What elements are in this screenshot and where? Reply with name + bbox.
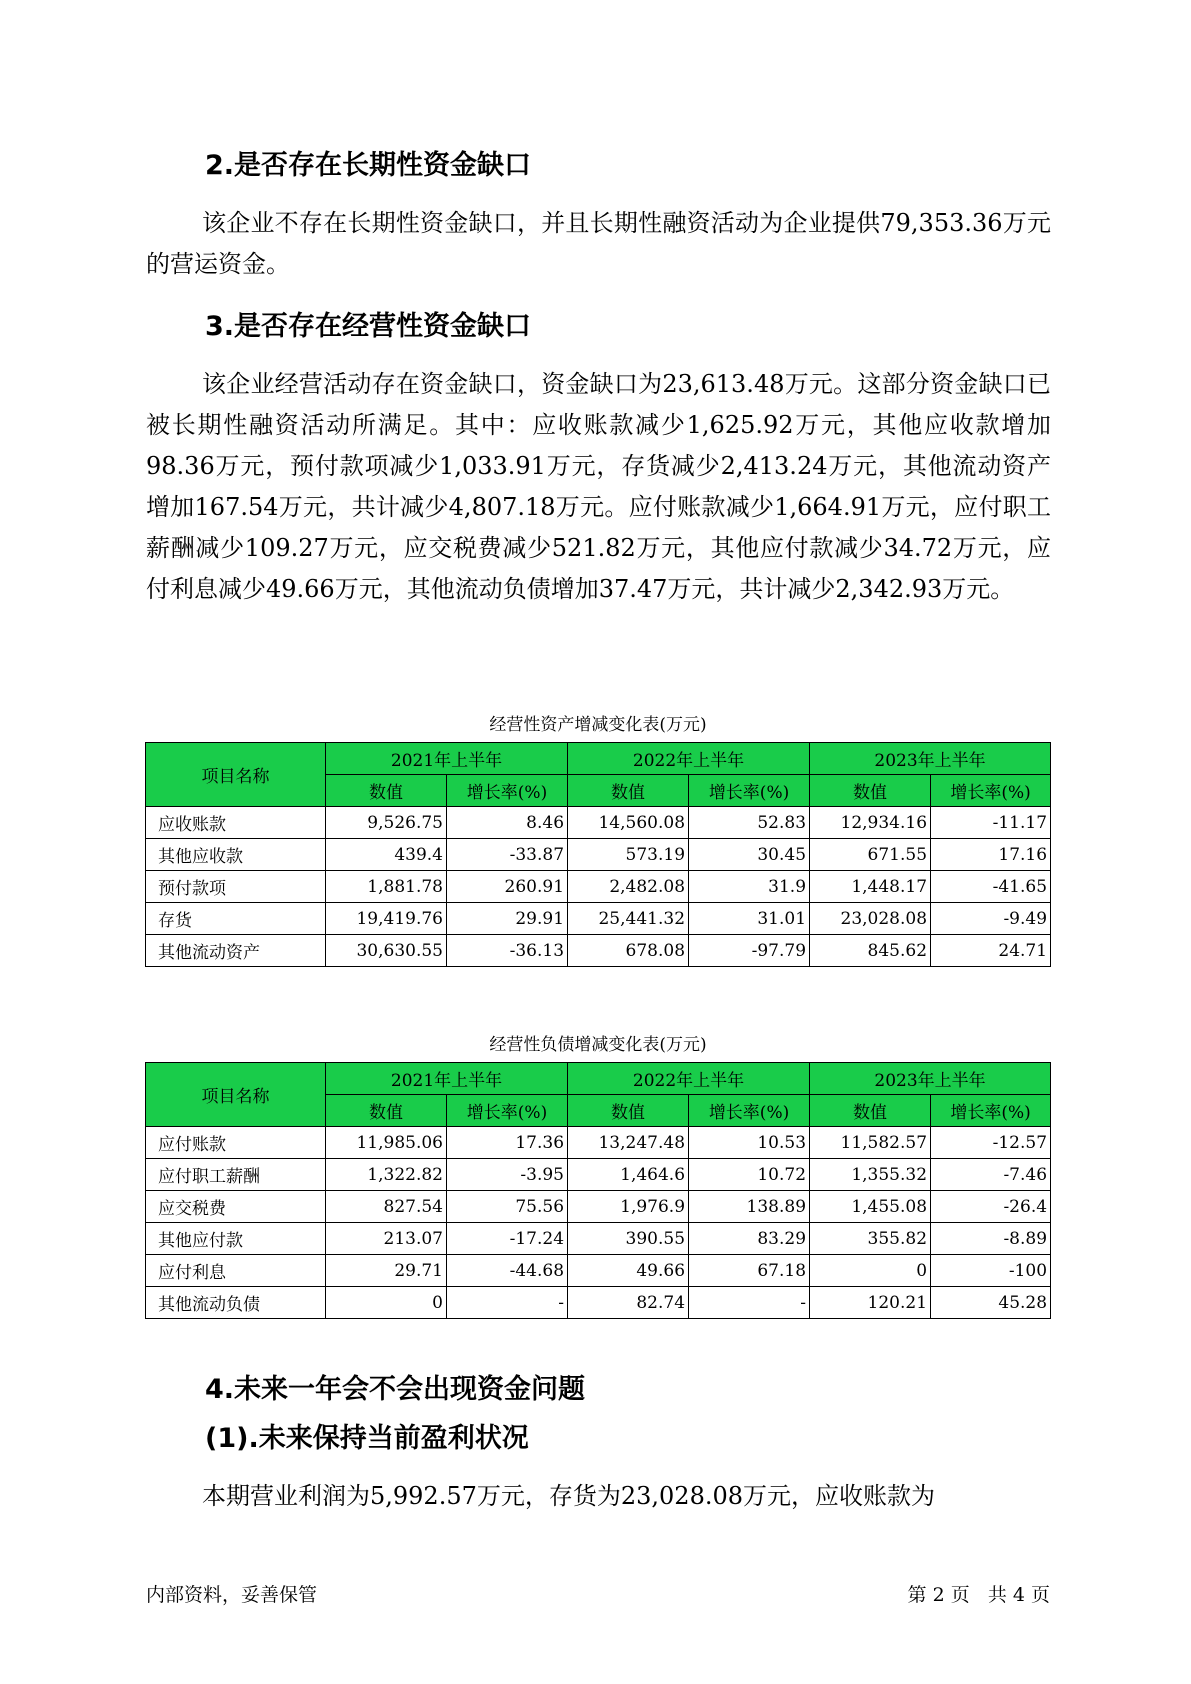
value-cell: 1,322.82 [326, 1159, 447, 1191]
year-header: 2023年上半年 [810, 1063, 1051, 1095]
rate-cell: 45.28 [931, 1287, 1051, 1319]
value-cell: 1,464.6 [568, 1159, 689, 1191]
rate-header: 增长率(%) [447, 1095, 568, 1127]
value-cell: 1,881.78 [326, 871, 447, 903]
table-row [146, 1127, 1051, 1159]
value-header: 数值 [326, 1095, 447, 1127]
row-label: 应交税费 [146, 1191, 326, 1223]
table-row [146, 839, 1051, 871]
value-cell: 439.4 [326, 839, 447, 871]
rate-cell: 17.16 [931, 839, 1051, 871]
rate-cell: -33.87 [447, 839, 568, 871]
rate-cell: 67.18 [689, 1255, 810, 1287]
rate-cell: 31.9 [689, 871, 810, 903]
rate-cell: -100 [931, 1255, 1051, 1287]
table-row [146, 1159, 1051, 1191]
value-cell: 1,455.08 [810, 1191, 931, 1223]
rate-cell: 17.36 [447, 1127, 568, 1159]
rate-cell: -9.49 [931, 903, 1051, 935]
liabilities-table-caption: 经营性负债增减变化表(万元) [489, 1035, 707, 1055]
section-4-paragraph: 本期营业利润为5,992.57万元，存货为23,028.08万元，应收账款为 [202, 1482, 936, 1510]
section-2-heading: 2.是否存在长期性资金缺口 [205, 150, 532, 181]
rate-cell: 75.56 [447, 1191, 568, 1223]
value-cell: 49.66 [568, 1255, 689, 1287]
rate-cell: 29.91 [447, 903, 568, 935]
table-row [146, 1287, 1051, 1319]
rate-cell: -12.57 [931, 1127, 1051, 1159]
rate-cell: -17.24 [447, 1223, 568, 1255]
rate-cell: - [689, 1287, 810, 1319]
value-header: 数值 [810, 1095, 931, 1127]
value-header: 数值 [568, 1095, 689, 1127]
value-cell: 1,448.17 [810, 871, 931, 903]
row-label: 其他流动资产 [146, 935, 326, 967]
item-name-header: 项目名称 [146, 743, 326, 807]
footer-confidential-note: 内部资料，妥善保管 [146, 1584, 318, 1606]
rate-cell: -11.17 [931, 807, 1051, 839]
rate-cell: -44.68 [447, 1255, 568, 1287]
value-cell: 12,934.16 [810, 807, 931, 839]
year-header: 2023年上半年 [810, 743, 1051, 775]
value-cell: 23,028.08 [810, 903, 931, 935]
table-row [146, 935, 1051, 967]
year-header: 2021年上半年 [326, 743, 568, 775]
value-cell: 13,247.48 [568, 1127, 689, 1159]
value-cell: 678.08 [568, 935, 689, 967]
value-header: 数值 [568, 775, 689, 807]
section-3-heading: 3.是否存在经营性资金缺口 [205, 311, 532, 342]
value-cell: 845.62 [810, 935, 931, 967]
value-cell: 2,482.08 [568, 871, 689, 903]
rate-header: 增长率(%) [931, 1095, 1051, 1127]
rate-header: 增长率(%) [689, 1095, 810, 1127]
row-label: 应收账款 [146, 807, 326, 839]
rate-cell: 8.46 [447, 807, 568, 839]
rate-cell: 52.83 [689, 807, 810, 839]
section-4-subheading: (1).未来保持当前盈利状况 [205, 1423, 529, 1454]
table-row [146, 871, 1051, 903]
rate-cell: - [447, 1287, 568, 1319]
value-cell: 671.55 [810, 839, 931, 871]
value-cell: 1,355.32 [810, 1159, 931, 1191]
value-cell: 29.71 [326, 1255, 447, 1287]
row-label: 预付款项 [146, 871, 326, 903]
year-header: 2021年上半年 [326, 1063, 568, 1095]
rate-cell: 138.89 [689, 1191, 810, 1223]
value-cell: 213.07 [326, 1223, 447, 1255]
value-cell: 0 [810, 1255, 931, 1287]
rate-header: 增长率(%) [931, 775, 1051, 807]
liabilities-table [145, 1062, 1051, 1319]
value-cell: 25,441.32 [568, 903, 689, 935]
rate-cell: -8.89 [931, 1223, 1051, 1255]
section-4-heading: 4.未来一年会不会出现资金问题 [205, 1374, 586, 1405]
value-header: 数值 [326, 775, 447, 807]
rate-cell: -97.79 [689, 935, 810, 967]
row-label: 应付利息 [146, 1255, 326, 1287]
assets-table [145, 742, 1051, 967]
rate-cell: -26.4 [931, 1191, 1051, 1223]
value-header: 数值 [810, 775, 931, 807]
rate-cell: 10.53 [689, 1127, 810, 1159]
rate-cell: 83.29 [689, 1223, 810, 1255]
table-row [146, 1223, 1051, 1255]
value-cell: 0 [326, 1287, 447, 1319]
rate-cell: 10.72 [689, 1159, 810, 1191]
value-cell: 30,630.55 [326, 935, 447, 967]
row-label: 其他流动负债 [146, 1287, 326, 1319]
section-3-paragraph: 该企业经营活动存在资金缺口，资金缺口为23,613.48万元。这部分资金缺口已被长期性融资活动所满足。其中：应收账款减少1,625.92万元，其他应收款增加98.36万元，预付款项减少1,033.91万元，存货减少2,413.24万元，其他流动资产增加167.54万元，共计减少4,807.18万元。应付账款减少1,664.91万元，应付职工薪酬减少109.27万元，应交税费减少521.82万元，其他应付款减少34.72万元，应付利息减少49.66万元，其他流动负债增加37.47万元，共计减少2,342.93万元。 [146, 370, 1051, 603]
rate-cell: 30.45 [689, 839, 810, 871]
rate-cell: 260.91 [447, 871, 568, 903]
rate-cell: -41.65 [931, 871, 1051, 903]
row-label: 应付职工薪酬 [146, 1159, 326, 1191]
value-cell: 11,985.06 [326, 1127, 447, 1159]
rate-header: 增长率(%) [689, 775, 810, 807]
value-cell: 573.19 [568, 839, 689, 871]
rate-cell: 31.01 [689, 903, 810, 935]
item-name-header: 项目名称 [146, 1063, 326, 1127]
value-cell: 11,582.57 [810, 1127, 931, 1159]
rate-cell: -3.95 [447, 1159, 568, 1191]
rate-header: 增长率(%) [447, 775, 568, 807]
value-cell: 82.74 [568, 1287, 689, 1319]
row-label: 其他应收款 [146, 839, 326, 871]
year-header: 2022年上半年 [568, 743, 810, 775]
value-cell: 355.82 [810, 1223, 931, 1255]
value-cell: 1,976.9 [568, 1191, 689, 1223]
value-cell: 120.21 [810, 1287, 931, 1319]
value-cell: 9,526.75 [326, 807, 447, 839]
row-label: 应付账款 [146, 1127, 326, 1159]
rate-cell: -36.13 [447, 935, 568, 967]
rate-cell: -7.46 [931, 1159, 1051, 1191]
footer-page-number: 第 2 页 共 4 页 [907, 1584, 1050, 1606]
row-label: 其他应付款 [146, 1223, 326, 1255]
rate-cell: 24.71 [931, 935, 1051, 967]
table-row [146, 807, 1051, 839]
value-cell: 390.55 [568, 1223, 689, 1255]
assets-table-caption: 经营性资产增减变化表(万元) [489, 715, 707, 735]
section-2-paragraph: 该企业不存在长期性资金缺口，并且长期性融资活动为企业提供79,353.36万元的营运资金。 [146, 209, 1051, 278]
table-row [146, 903, 1051, 935]
table-row [146, 1191, 1051, 1223]
value-cell: 14,560.08 [568, 807, 689, 839]
year-header: 2022年上半年 [568, 1063, 810, 1095]
value-cell: 19,419.76 [326, 903, 447, 935]
row-label: 存货 [146, 903, 326, 935]
table-row [146, 1255, 1051, 1287]
value-cell: 827.54 [326, 1191, 447, 1223]
